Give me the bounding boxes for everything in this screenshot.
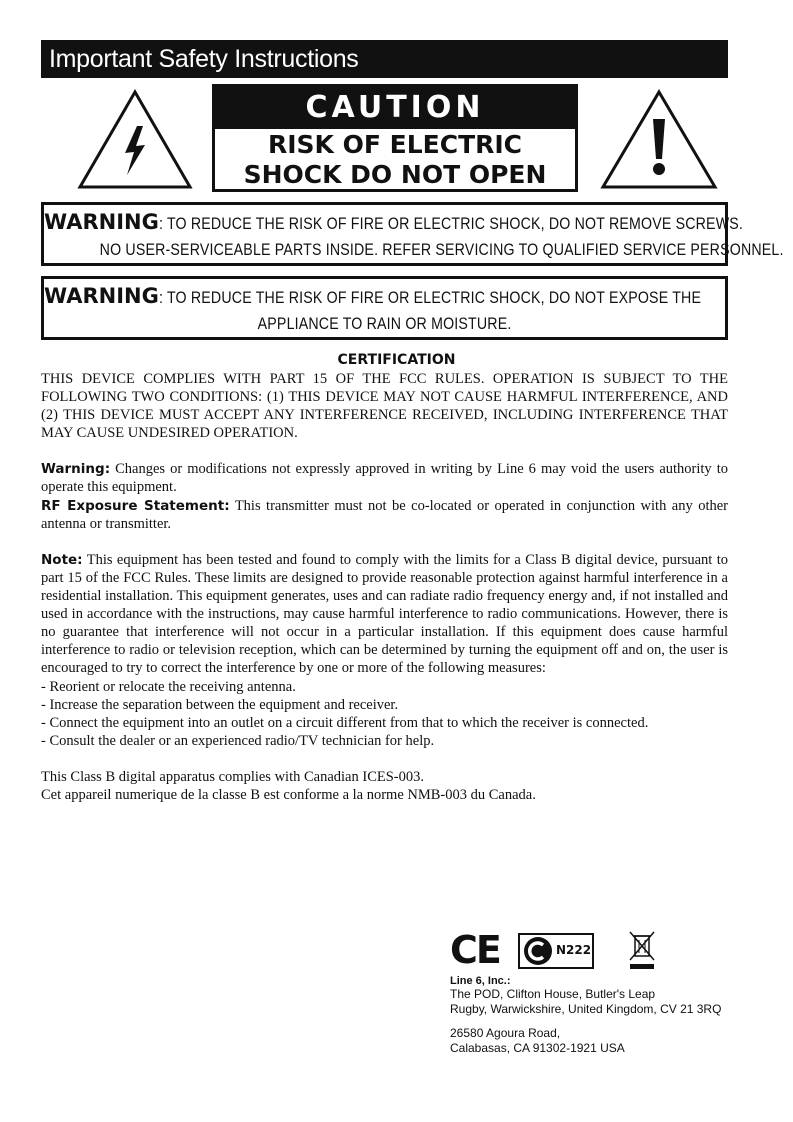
address-uk-line-2: Rugby, Warwickshire, United Kingdom, CV 21 3RQ (450, 1002, 722, 1016)
canada-line-en: This Class B digital apparatus complies with Canadian ICES-003. (41, 769, 424, 785)
warning-text: NO USER-SERVICEABLE PARTS INSIDE. REFER SERVICING TO QUALIFIED SERVICE PERSONNEL. (99, 241, 784, 259)
canada-line-fr: Cet appareil numerique de la classe B est conforme a la norme NMB-003 du Canada. (41, 787, 536, 803)
company-address (450, 975, 750, 1056)
warning-text: APPLIANCE TO RAIN OR MOISTURE. (257, 315, 512, 333)
note-label: Note: (41, 552, 83, 568)
rf-exposure-statement (41, 497, 728, 533)
c-tick-number: N222 (556, 943, 592, 957)
warning-label: WARNING (44, 284, 159, 308)
list-item: - Reorient or relocate the receiving antenna. (41, 679, 296, 695)
certification-text: THIS DEVICE COMPLIES WITH PART 15 OF THE FCC RULES. OPERATION IS SUBJECT TO THE FOLLOWING TWO CONDITIONS: (1) THIS DEVICE MAY NOT CAUSE HARMFUL INTERFERENCE, AND (2) THIS DEVICE MUST ACCEPT ANY INTERFERENCE RECEIVED, INCLUDING INTERFERENCE THAT MAY CAUSE UNDESIRED OPERATION. (41, 371, 728, 441)
warning-text: : TO REDUCE THE RISK OF FIRE OR ELECTRIC SHOCK, DO NOT EXPOSE THE (158, 289, 701, 307)
warning-label: WARNING (44, 210, 159, 234)
page-title: Important Safety Instructions (41, 40, 728, 78)
caution-line-1: RISK OF ELECTRIC (267, 130, 523, 159)
canada-compliance (41, 768, 728, 804)
modification-warning-text: Changes or modifications not expressly approved in writing by Line 6 may void the users authority to operate this equipment. (41, 461, 728, 495)
warning-text: : TO REDUCE THE RISK OF FIRE OR ELECTRIC SHOCK, DO NOT REMOVE SCREWS. (158, 215, 743, 233)
caution-box (212, 84, 578, 192)
fcc-note (41, 551, 728, 677)
c-tick-mark-icon (518, 933, 594, 969)
exclamation-warning-icon (600, 89, 718, 190)
address-us-line-2: Calabasas, CA 91302-1921 USA (450, 1041, 625, 1055)
note-text: This equipment has been tested and found to comply with the limits for a Class B digital device, pursuant to part 15 of the FCC Rules. These limits are designed to provide reasonable protection against harmful interference in a residential installation. This equipment generates, uses and can radiate radio frequency energy and, if not installed and used in accordance with the instructions, may cause harmful interference to radio communications. However, there is no guarantee that interference will not occur in a particular installation. If this equipment does cause harmful interference to radio or television reception, which can be determined by turning the equipment off and on, the user is encouraged to try to correct the interference by one or more of the following measures: (41, 552, 728, 676)
address-uk-line-1: The POD, Clifton House, Butler's Leap (450, 987, 656, 1001)
company-name: Line 6, Inc.: (450, 975, 511, 987)
warning-box-screws (41, 202, 784, 266)
caution-heading: CAUTION (215, 87, 575, 129)
list-item: - Connect the equipment into an outlet on a circuit different from that to which the receiver is connected. (41, 715, 649, 731)
ce-mark-icon: CE (450, 928, 500, 972)
address-us-line-1: 26580 Agoura Road, (450, 1026, 561, 1040)
caution-line-2: SHOCK DO NOT OPEN (243, 160, 547, 189)
rf-exposure-text: This transmitter must not be co-located or operated in conjunction with any other antenna or transmitter. (41, 498, 728, 532)
modification-warning (41, 460, 728, 496)
rf-exposure-label: RF Exposure Statement: (41, 498, 230, 514)
warning-box-moisture (41, 276, 728, 340)
list-item: - Increase the separation between the equipment and receiver. (41, 697, 399, 713)
measures-list (41, 678, 728, 750)
certification-title: CERTIFICATION (337, 352, 456, 368)
modification-warning-label: Warning: (41, 461, 111, 477)
electric-shock-warning-icon (77, 89, 193, 190)
weee-crossed-bin-icon (628, 930, 656, 972)
list-item: - Consult the dealer or an experienced radio/TV technician for help. (41, 733, 435, 749)
